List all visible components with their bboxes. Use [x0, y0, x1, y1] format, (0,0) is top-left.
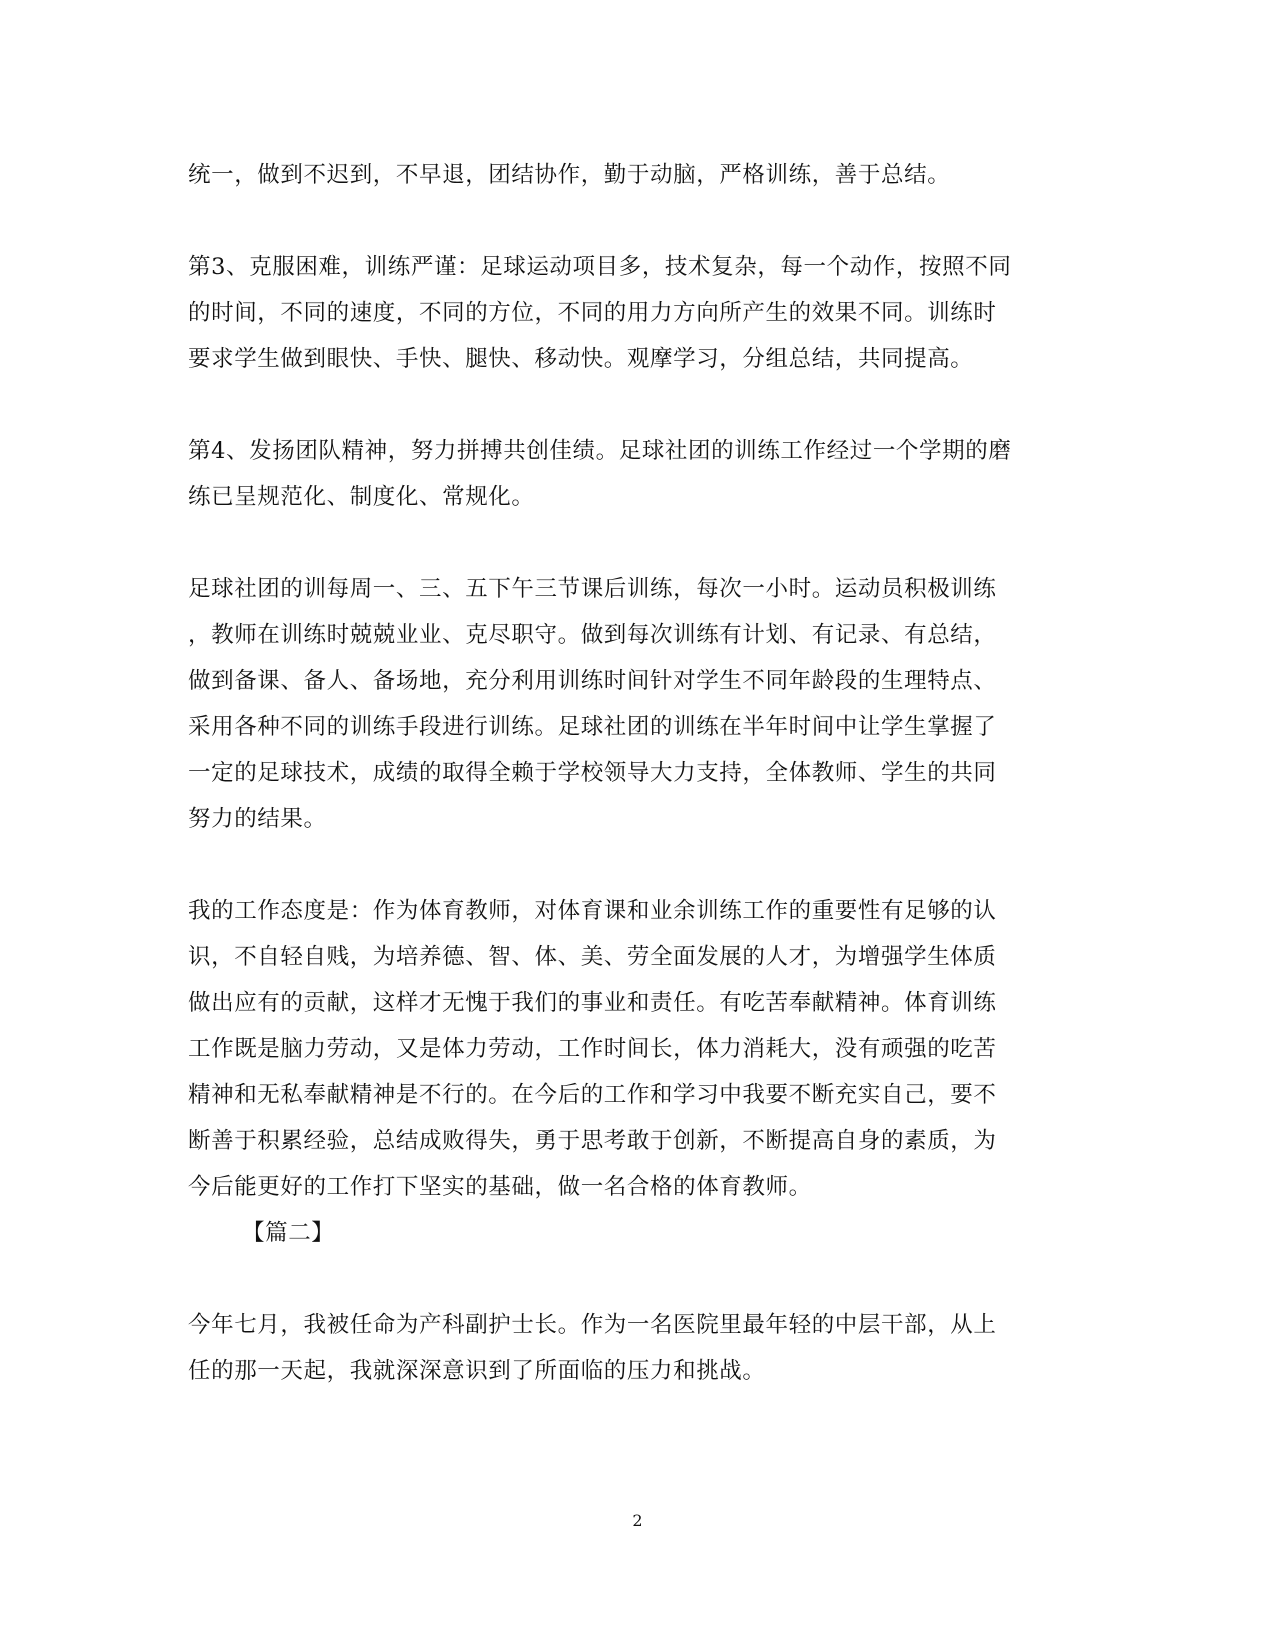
page-number: 2	[632, 1511, 643, 1530]
text-line: 的时间，不同的速度，不同的方位，不同的用力方向所产生的效果不同。训练时	[188, 300, 997, 326]
text-line: 断善于积累经验，总结成败得失，勇于思考敢于创新，不断提高自身的素质，为	[188, 1128, 997, 1154]
text-line: 今后能更好的工作打下坚实的基础，做一名合格的体育教师。	[188, 1174, 812, 1200]
section-heading: 【篇二】	[242, 1220, 335, 1246]
text-line: 工作既是脑力劳动，又是体力劳动，工作时间长，体力消耗大，没有顽强的吃苦	[188, 1036, 997, 1062]
text-line: 任的那一天起，我就深深意识到了所面临的压力和挑战。	[188, 1358, 766, 1384]
text-line: 采用各种不同的训练手段进行训练。足球社团的训练在半年时间中让学生掌握了	[188, 714, 997, 740]
text-line: 统一，做到不迟到，不早退，团结协作，勤于动脑，严格训练，善于总结。	[188, 162, 951, 188]
text-line: 识，不自轻自贱，为培养德、智、体、美、劳全面发展的人才，为增强学生体质	[188, 944, 997, 970]
text-line: 今年七月，我被任命为产科副护士长。作为一名医院里最年轻的中层干部，从上	[188, 1312, 997, 1338]
text-line: 第3、克服困难，训练严谨：足球运动项目多，技术复杂，每一个动作，按照不同	[188, 254, 1012, 280]
text-line: 练已呈规范化、制度化、常规化。	[188, 484, 535, 510]
text-line: 一定的足球技术，成绩的取得全赖于学校领导大力支持，全体教师、学生的共同	[188, 760, 997, 786]
text-line: ，教师在训练时兢兢业业、克尽职守。做到每次训练有计划、有记录、有总结，	[188, 622, 997, 648]
text-line: 足球社团的训每周一、三、五下午三节课后训练，每次一小时。运动员积极训练	[188, 576, 997, 602]
text-line: 做到备课、备人、备场地，充分利用训练时间针对学生不同年龄段的生理特点、	[188, 668, 997, 694]
text-line: 努力的结果。	[188, 806, 327, 832]
text-line: 精神和无私奉献精神是不行的。在今后的工作和学习中我要不断充实自己，要不	[188, 1082, 997, 1108]
text-line: 我的工作态度是：作为体育教师，对体育课和业余训练工作的重要性有足够的认	[188, 898, 997, 924]
text-line: 要求学生做到眼快、手快、腿快、移动快。观摩学习，分组总结，共同提高。	[188, 346, 974, 372]
text-line: 做出应有的贡献，这样才无愧于我们的事业和责任。有吃苦奉献精神。体育训练	[188, 990, 997, 1016]
text-line: 第4、发扬团队精神，努力拼搏共创佳绩。足球社团的训练工作经过一个学期的磨	[188, 438, 1012, 464]
